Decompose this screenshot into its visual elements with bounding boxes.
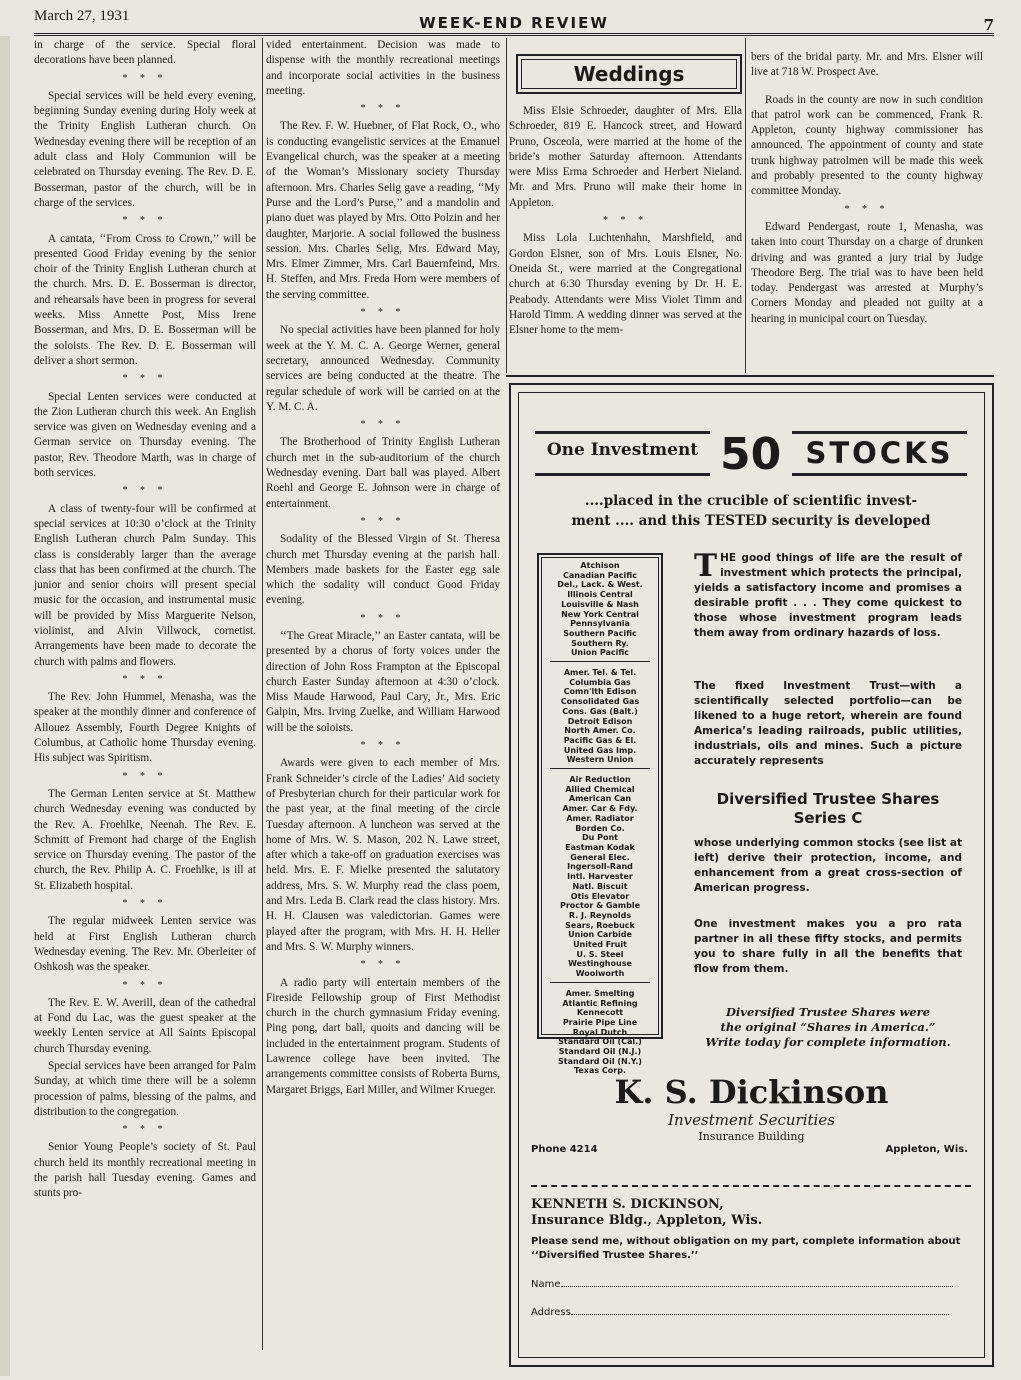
stock-name: Borden Co.: [575, 823, 625, 833]
ad-rule: [535, 431, 710, 434]
section-separator: * * *: [603, 215, 648, 227]
stock-name: Amer. Car & Fdy.: [562, 804, 638, 814]
ad-italic-note: [694, 1005, 962, 1050]
section-separator: * * *: [360, 307, 406, 319]
firm-city: Appleton, Wis.: [885, 1144, 968, 1155]
stock-name: Sears, Roebuck: [565, 920, 635, 930]
section-separator: * * *: [360, 103, 406, 115]
news-paragraph: vided entertainment. Decision was made to dispense with the monthly recreational meetings and incorporate social activities in the business meeting.: [266, 39, 500, 97]
section-separator: * * *: [122, 215, 168, 227]
drop-cap: T: [694, 548, 718, 584]
stock-name: General Elec.: [570, 852, 630, 862]
italic-line-1: Diversified Trustee Shares were: [725, 1005, 931, 1019]
stock-name: Columbia Gas: [569, 677, 631, 687]
ad-body-2: The fixed Investment Trust—with a scientifically selected portfolio—can be likened to a huge retort, wherein are found America’s leading railroads, public utilities, industrials, oils and mines. Such a picture accurately represents: [694, 680, 962, 767]
ad-headline: [535, 431, 967, 479]
coupon-address-block: [531, 1197, 762, 1229]
stock-name: Amer. Smelting: [565, 988, 635, 998]
masthead: WEEK-END REVIEW: [419, 14, 609, 32]
news-paragraph: A class of twenty-four will be confirmed at special services at 10:30 o’clock at the Trinity English Lutheran church Palm Sunday. This class is considerably larger than the average class that has been confirmed at the church. The junior and senior choirs will present special music for the occasion, and instrumental music will be provided by Miss Marguerite Nelson, violinist, and Alvin Villwock, cornetist. Arrangements have been made to decorate the church with palms and flowers.: [34, 502, 256, 668]
stock-name: Proctor & Gamble: [559, 901, 641, 911]
italic-line-3: Write today for complete information.: [705, 1035, 951, 1049]
firm-name: K. S. Dickinson: [614, 1073, 889, 1111]
stock-name: Otis Elevator: [570, 891, 630, 901]
name-line[interactable]: [561, 1277, 953, 1287]
stock-group-divider: [550, 982, 650, 983]
stock-name: Illinois Central: [567, 590, 633, 600]
column-4: [751, 50, 983, 329]
news-paragraph: Special services will be held every evening, beginning Sunday evening during Holy week at the Trinity English Lutheran church. On Wednesday evening there will be reception of an adult class and Holy Communion will be celebrated on Thursday evening. The Rev. D. E. Bosserman, pastor of the church, will be in charge of the services.: [34, 89, 256, 209]
page-header: [34, 8, 994, 34]
stock-name: Comn'lth Edison: [563, 687, 637, 697]
coupon-address-field[interactable]: [531, 1305, 961, 1318]
section-separator: * * *: [360, 740, 406, 752]
firm-building: Insurance Building: [698, 1130, 805, 1143]
dts-line-1: Diversified Trustee Shares: [716, 790, 940, 808]
header-rule: [34, 33, 994, 36]
stock-name: New York Central: [561, 609, 639, 619]
stock-name: Intl. Harvester: [567, 872, 633, 882]
issue-date: March 27, 1931: [34, 8, 130, 24]
ad-body-1: [694, 548, 962, 641]
stock-name: Amer. Tel. & Tel.: [563, 668, 637, 678]
stock-name: Louisville & Nash: [561, 599, 639, 609]
stock-group: [539, 668, 661, 765]
section-separator: * * *: [360, 419, 406, 431]
news-paragraph: A cantata, ‘‘From Cross to Crown,’’ will be presented Good Friday evening by the senior choir of the Trinity English Lutheran church at the church. Mrs. D. E. Bosserman is director, and rehearsals have been in progress for several weeks. Miss Annette Post, Miss Irene Bosserman, and Mrs. D. E. Bosserman will be the soloists. The Rev. D. E. Bosserman will deliver a short sermon.: [34, 232, 256, 367]
news-paragraph: Senior Young People’s society of St. Paul church held its monthly recreational meeting in the parish hall Tuesday evening. Games and stunts pro-: [34, 1141, 256, 1200]
stock-list-box: [537, 553, 663, 1076]
stock-name: Allied Chemical: [565, 784, 635, 794]
address-label: Address: [531, 1307, 571, 1318]
news-paragraph: The Rev. E. W. Averill, dean of the cathedral at Fond du Lac, was the guest speaker at the weekly Lenten service at All Saints Episcopal church Thursday evening.: [34, 996, 256, 1055]
ad-rule: [535, 473, 710, 476]
section-separator: * * *: [122, 673, 168, 685]
section-separator: * * *: [122, 72, 168, 84]
news-paragraph: in charge of the service. Special floral decorations have been planned.: [34, 39, 256, 67]
stock-name: American Can: [568, 794, 632, 804]
stock-name: Amer. Radiator: [566, 813, 634, 823]
stock-name: Cons. Gas (Balt.): [562, 706, 638, 716]
ad-fifty: 50: [720, 429, 782, 480]
stock-group-divider: [550, 768, 650, 769]
stock-name: Standard Oil (N.J.): [558, 1047, 642, 1057]
weddings-heading: Weddings: [573, 62, 685, 86]
stock-name: Standard Oil (Cal.): [558, 1037, 642, 1047]
stock-name: Detroit Edison: [567, 716, 633, 726]
stock-group: [539, 561, 661, 658]
stock-name: Del., Lack. & West.: [557, 580, 643, 590]
firm-phone: Phone 4214: [531, 1144, 598, 1155]
coupon-address: Insurance Bldg., Appleton, Wis.: [531, 1213, 763, 1228]
section-separator: * * *: [122, 485, 168, 497]
ad-one-investment: One Investment: [546, 440, 699, 460]
news-paragraph: The Brotherhood of Trinity English Lutheran church met in the sub-auditorium of the church Wednesday evening. Dart ball was played. Albert Roehl and George E. Johnson were in charge of entertainment.: [266, 436, 500, 510]
coupon-request-text: Please send me, without obligation on my part, complete information about ‘‘Diversified Trustee Shares.’’: [531, 1236, 961, 1261]
weddings-column: [509, 104, 742, 340]
column-1: [34, 38, 256, 1204]
ad-tagline-line-2: ment .... and this TESTED security is developed: [571, 513, 931, 529]
dickinson-advertisement: [509, 383, 994, 1367]
coupon-name-field[interactable]: [531, 1277, 961, 1290]
ad-body-4: One investment makes you a pro rata partner in all these fifty stocks, and permits you to share fully in all the benefits that flow from them.: [694, 918, 962, 975]
stock-name: Southern Ry.: [571, 638, 629, 648]
news-paragraph: Special services have been arranged for Palm Sunday, at which time there will be a solemn procession of palms, blessing of the palms, and distribution to the congregation.: [34, 1060, 256, 1118]
ad-tagline: [535, 491, 967, 531]
news-paragraph: Sodality of the Blessed Virgin of St. Theresa church met Thursday evening at the parish hall. Members made baskets for the Easter egg sale which the sodality will conduct Good Friday evening.: [266, 533, 500, 607]
news-paragraph: Miss Lola Luchtenhahn, Marshfield, and Gordon Elsner, son of Mrs. Louis Elsner, No. Oneida St., were married at the Congregational church at 6:30 Thursday evening by Dr. H. E. Peabody. Attendants were Miss Violet Timm and Harold Timm. A wedding dinner was served at the Elsner home to the mem-: [509, 232, 742, 337]
section-separator: * * *: [844, 203, 890, 215]
ad-tagline-line-1: ....placed in the crucible of scientific invest-: [584, 493, 918, 509]
section-separator: * * *: [122, 373, 168, 385]
diversified-trustee-shares-heading: [694, 790, 962, 828]
stock-name: Natl. Biscuit: [572, 881, 628, 891]
coupon-cut-line: [531, 1185, 971, 1187]
name-label: Name: [531, 1279, 561, 1290]
ad-body-3: whose underlying common stocks (see list at left) derive their protection, income, and enhancement from a great cross-section of American progress.: [694, 837, 962, 894]
stock-name: Westinghouse: [568, 959, 632, 969]
column-2: [266, 38, 500, 1100]
section-separator: * * *: [122, 979, 168, 991]
firm-subtitle: Investment Securities: [668, 1111, 835, 1129]
stock-name: North Amer. Co.: [564, 726, 636, 736]
stock-name: United Gas Imp.: [563, 745, 637, 755]
stock-name: United Fruit: [573, 940, 627, 950]
stock-group-divider: [550, 661, 650, 662]
news-paragraph: The Rev. F. W. Huebner, of Flat Rock, O., who is conducting evangelistic services at the Emanuel Evangelical church, was the speaker at a meeting of the Woman’s Missionary society Thursday afternoon. Mrs. Charles Selig gave a reading, ‘‘My Purse and the Lord’s Purse,’’ and a mandolin and piano duet was played by Mrs. Otto Polzin and her daughter, Marjorie. A social followed the business session. Mrs. Charles Selig, Mrs. Edward May, Mrs. Elmer Zimmer, Mrs. Carl Bauernfeind, Mrs. H. Steffen, and Mrs. Freda Horn were members of the serving committee.: [266, 120, 500, 301]
news-paragraph: A radio party will entertain members of the Fireside Fellowship group of First Methodist church in the church gymnasium Friday evening. Ping pong, dart ball, quoits and dancing will be included in the entertainment program. Students of Lawrence college have been invited. The arrangements committee consists of Roberta Burns, Margaret Briggs, Earl Miller, and Wilmer Krueger.: [266, 976, 500, 1096]
dts-line-2: Series C: [793, 809, 863, 827]
weddings-heading-box: [516, 54, 742, 94]
ad-rule: [792, 431, 967, 434]
stock-name: Consolidated Gas: [560, 697, 640, 707]
stock-name: Du Pont: [582, 833, 618, 843]
stock-name: Standard Oil (N.Y.): [558, 1056, 642, 1066]
stock-name: R. J. Reynolds: [568, 910, 632, 920]
coupon-name: KENNETH S. DICKINSON,: [531, 1197, 724, 1212]
news-paragraph: Special Lenten services were conducted at the Zion Lutheran church this week. An English service was given on Wednesday evening and a German service on Thursday evening. The pastor, Rev. Theodore Marth, was in charge of both services.: [34, 390, 256, 480]
news-paragraph: Miss Elsie Schroeder, daughter of Mrs. Ella Schroeder, 819 E. Hancock street, and Howard Pruno, Osceola, were married at the home of the bride’s mother Saturday afternoon. Attendants were Miss Erma Schroeder and Herbert Nieland. Mr. and Mrs. Pruno will make their home in Appleton.: [509, 105, 742, 209]
stock-name: Ingersoll-Rand: [567, 862, 633, 872]
stock-name: Atchison: [580, 561, 620, 570]
news-paragraph: The regular midweek Lenten service was held at First English Lutheran church Wednesday evening. The Rev. Mr. Oberleiter of Oshkosh was the speaker.: [34, 915, 256, 974]
ad-top-rule: [506, 375, 994, 377]
address-line[interactable]: [571, 1305, 949, 1315]
italic-line-2: the original “Shares in America.”: [720, 1020, 936, 1034]
stock-name: Pacific Gas & El.: [563, 735, 637, 745]
news-paragraph: No special activities have been planned for holy week at the Y. M. C. A. George Werner, general secretary, announced Wednesday. Community services are being conducted at the theatre. The regular schedule of work will be carried on at the Y. M. C. A.: [266, 324, 500, 413]
news-paragraph: The German Lenten service at St. Matthew church Wednesday evening was conducted by the Rev. A. Froehlke, Neenah. The Rev. E. Schmitt of Fremont had charge of the English service on Thursday evening. The pastor of the church, the Rev. Philip A. C. Froehlke, is ill at St. Elizabeth hospital.: [34, 787, 256, 892]
news-paragraph: bers of the bridal party. Mr. and Mrs. Elsner will live at 718 W. Prospect Ave.: [751, 51, 983, 79]
stock-name: Atlantic Refining: [562, 998, 638, 1008]
stock-name: Eastman Kodak: [565, 842, 635, 852]
column-rule-1: [262, 38, 263, 1350]
stock-group: [539, 775, 661, 979]
column-rule-3: [745, 38, 746, 373]
stock-name: Pennsylvania: [570, 619, 630, 629]
stock-name: Union Pacific: [570, 648, 630, 658]
section-separator: * * *: [122, 898, 168, 910]
news-paragraph: Edward Pendergast, route 1, Menasha, was taken into court Thursday on a charge of drunken driving and was granted a jury trial by Judge Theodore Berg. The trial was to have been held today. Pendergast was arrested at Murphy’s Corners Monday and pleaded not guilty at a hearing in municipal court on Tuesday.: [751, 220, 983, 325]
news-paragraph: Roads in the county are now in such condition that patrol work can be commenced, Frank R. Appleton, county highway commissioner has announced. The appointment of county and state trunk highway patrolmen will be made this week and probably presented to the county highway committee Monday.: [751, 93, 983, 198]
stock-name: Prairie Pipe Line: [562, 1017, 638, 1027]
stock-name: Royal Dutch: [572, 1027, 628, 1037]
section-separator: * * *: [122, 1124, 168, 1136]
stock-name: Western Union: [566, 755, 634, 765]
page-number: 7: [983, 16, 994, 34]
page-edge-strip: [0, 36, 10, 1376]
news-paragraph: The Rev. John Hummel, Menasha, was the speaker at the monthly dinner and conference of Allouez Assembly, Fourth Degree Knights of Columbus, at Catholic home Thursday evening. His subject was Spiritism.: [34, 691, 256, 765]
ad-stocks: STOCKS: [805, 436, 954, 470]
section-separator: * * *: [360, 612, 406, 624]
ad-rule: [792, 473, 967, 476]
stock-name: Air Reduction: [569, 775, 631, 785]
section-separator: * * *: [122, 770, 168, 782]
stock-name: Canadian Pacific: [563, 570, 637, 580]
stock-name: U. S. Steel: [576, 949, 624, 959]
stock-name: Texas Corp.: [573, 1066, 626, 1076]
stock-group: [539, 989, 661, 1076]
section-separator: * * *: [360, 515, 406, 527]
section-separator: * * *: [360, 959, 406, 971]
ad-body-1-text: HE good things of life are the result of investment which protects the principal, yields a satisfactory income and promises a desirable profit . . . They come quickest to those whose investment program leads them away from ordinary hazards of loss.: [694, 552, 962, 639]
stock-name: Union Carbide: [568, 930, 632, 940]
column-rule-2: [506, 38, 507, 373]
news-paragraph: ‘‘The Great Miracle,’’ an Easter cantata, will be presented by a chorus of forty voices under the direction of John Ross Frampton at the Episcopal church Easter Sunday afternoon at 4:30 o’clock. Miss Maude Harwood, Paul Cary, Jr., Mrs. Eric Galpin, Mrs. Irving Zuelke, and William Harwood will be the soloists.: [266, 629, 500, 734]
stock-name: Kennecott: [576, 1008, 624, 1018]
stock-name: Southern Pacific: [563, 628, 637, 638]
stock-name: Woolworth: [575, 969, 625, 979]
news-paragraph: Awards were given to each member of Mrs. Frank Schneider’s circle of the Ladies’ Aid society of Presbyterian church for their particular work for the past year, at the final meeting of the circle Tuesday afternoon. A luncheon was served at the home of Mrs. W. S. Mason, 202 N. Lawe street, after which a take-off on graduation exercises was held. Mrs. E. F. Mielke presented the salutatory address, Mrs. S. W. Murphy read the class poem, and Mrs. Leda B. Clark read the class history. Mrs. H. H. Clausen was valedictorian. Games were played after the program, with Mrs. H. H. Heller and Mrs. S. W. Murphy winners.: [266, 757, 500, 953]
